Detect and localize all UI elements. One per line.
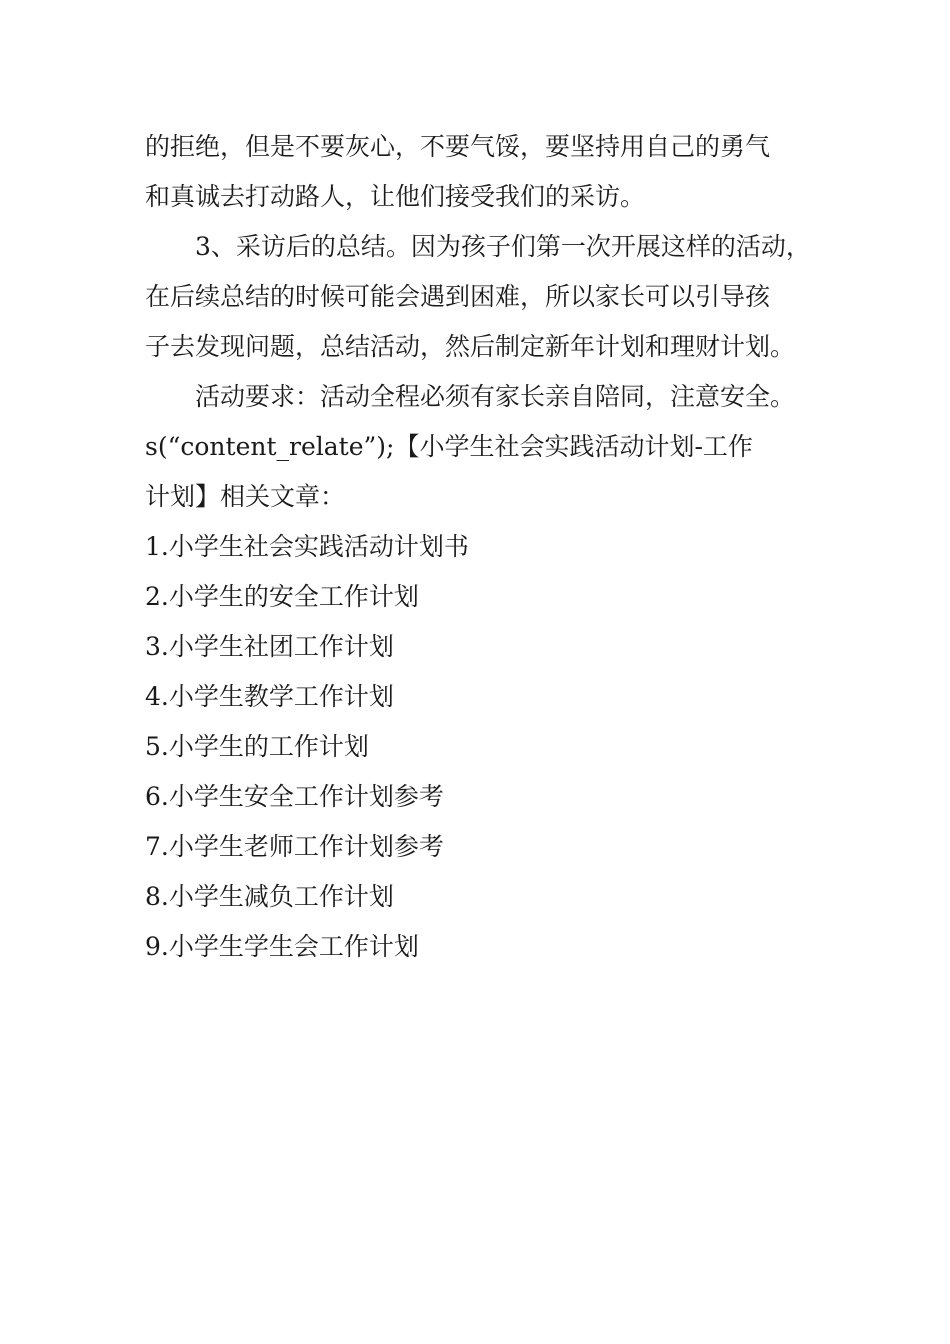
paragraph-related-heading bbox=[145, 422, 825, 522]
text-line: s(“content_relate”);【小学生社会实践活动计划-工作 bbox=[145, 432, 753, 461]
text-line: 3、采访后的总结。因为孩子们第一次开展这样的活动， bbox=[195, 232, 811, 261]
related-article-link[interactable]: 2.小学生的安全工作计划 bbox=[145, 582, 419, 611]
text-line: 计划】相关文章： bbox=[145, 482, 346, 511]
text-line: 的拒绝，但是不要灰心，不要气馁，要坚持用自己的勇气 bbox=[145, 132, 771, 161]
related-article-link[interactable]: 5.小学生的工作计划 bbox=[145, 732, 369, 761]
text-line: 和真诚去打动路人，让他们接受我们的采访。 bbox=[145, 182, 646, 211]
related-article-link[interactable]: 7.小学生老师工作计划参考 bbox=[145, 832, 444, 861]
related-article-link[interactable]: 8.小学生减负工作计划 bbox=[145, 882, 394, 911]
text-line: 在后续总结的时候可能会遇到困难，所以家长可以引导孩 bbox=[145, 282, 771, 311]
related-article-link[interactable]: 9.小学生学生会工作计划 bbox=[145, 932, 419, 961]
paragraph-requirements bbox=[145, 372, 825, 422]
related-article-link[interactable]: 4.小学生教学工作计划 bbox=[145, 682, 394, 711]
document-page bbox=[145, 122, 825, 972]
related-articles-list bbox=[145, 522, 825, 972]
text-line: 活动要求：活动全程必须有家长亲自陪同，注意安全。 bbox=[195, 382, 796, 411]
paragraph-summary bbox=[145, 222, 825, 372]
related-article-link[interactable]: 1.小学生社会实践活动计划书 bbox=[145, 532, 469, 561]
related-article-link[interactable]: 6.小学生安全工作计划参考 bbox=[145, 782, 444, 811]
paragraph-refusal bbox=[145, 122, 825, 222]
text-line: 子去发现问题，总结活动，然后制定新年计划和理财计划。 bbox=[145, 332, 796, 361]
related-article-link[interactable]: 3.小学生社团工作计划 bbox=[145, 632, 394, 661]
